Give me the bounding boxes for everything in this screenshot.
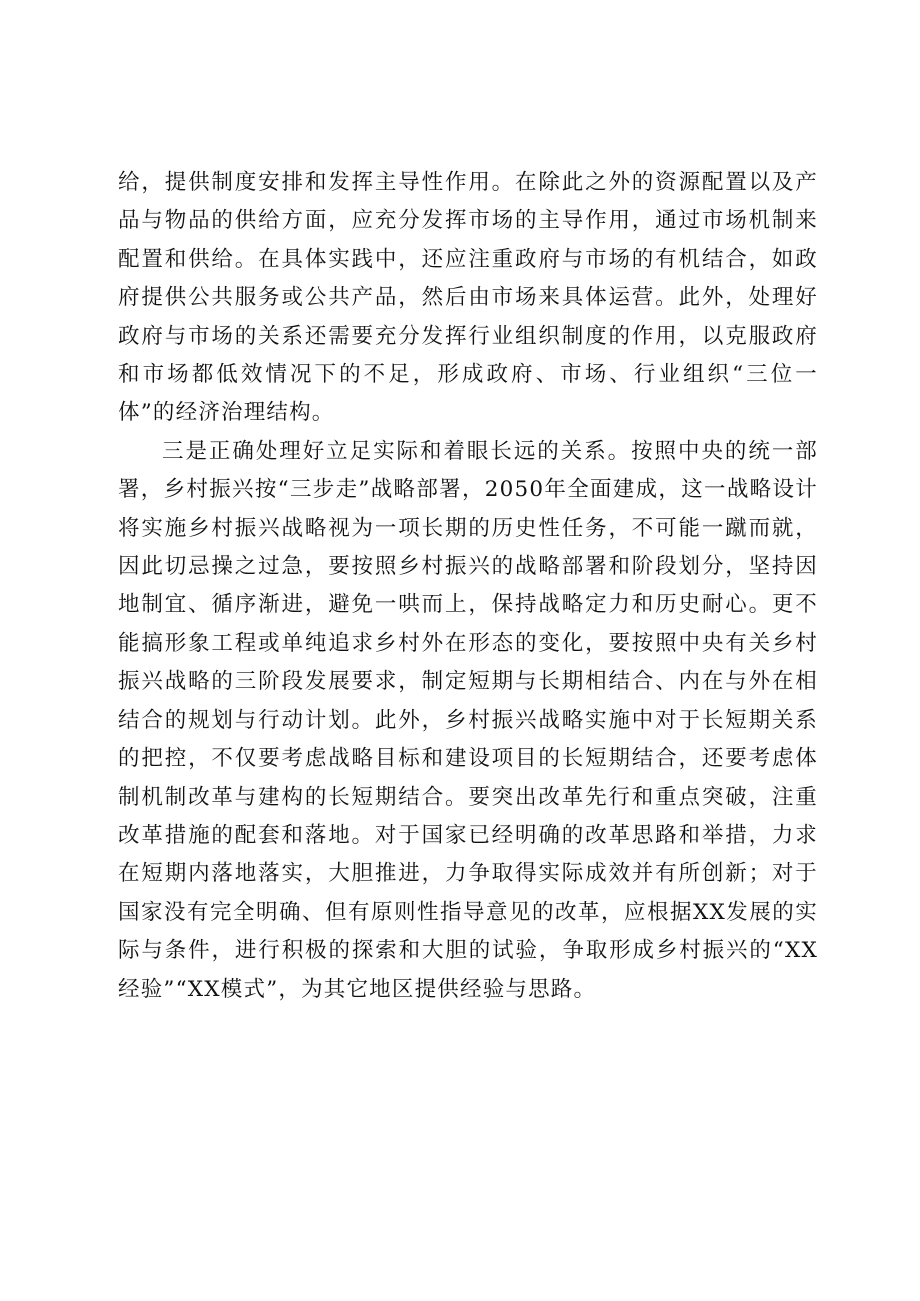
paragraph-government-market: 给，提供制度安排和发挥主导性作用。在除此之外的资源配置以及产品与物品的供给方面，应充分发挥市场的主导作用，通过市场机制来配置和供给。在具体实践中，还应注重政府与市场的有机结合，如政府提供公共服务或公共产品，然后由市场来具体运营。此外，处理好政府与市场的关系还需要充分发挥行业组织制度的作用，以克服政府和市场都低效情况下的不足，形成政府、市场、行业组织“三位一体”的经济治理结构。 — [118, 170, 818, 426]
paragraph-short-long-term: 三是正确处理好立足实际和着眼长远的关系。按照中央的统一部署，乡村振兴按“三步走”战略部署，2050年全面建成，这一战略设计将实施乡村振兴战略视为一项长期的历史性任务，不可能一蹴而就，因此切忌操之过急，要按照乡村振兴的战略部署和阶段划分，坚持因地制宜、循序渐进，避免一哄而上，保持战略定力和历史耐心。更不能搞形象工程或单纯追求乡村外在形态的变化，要按照中央有关乡村振兴战略的三阶段发展要求，制定短期与长期相结合、内在与外在相结合的规划与行动计划。此外，乡村振兴战略实施中对于长短期关系的把控，不仅要考虑战略目标和建设项目的长短期结合，还要考虑体制机制改革与建构的长短期结合。要突出改革先行和重点突破，注重改革措施的配套和落地。对于国家已经明确的改革思路和举措，力求在短期内落地落实，大胆推进，力争取得实际成效并有所创新；对于国家没有完全明确、但有原则性指导意见的改革，应根据XX发展的实际与条件，进行积极的探索和大胆的试验，争取形成乡村振兴的“XX经验”“XX模式”，为其它地区提供经验与思路。 — [118, 438, 818, 1002]
document-body — [118, 164, 818, 1009]
